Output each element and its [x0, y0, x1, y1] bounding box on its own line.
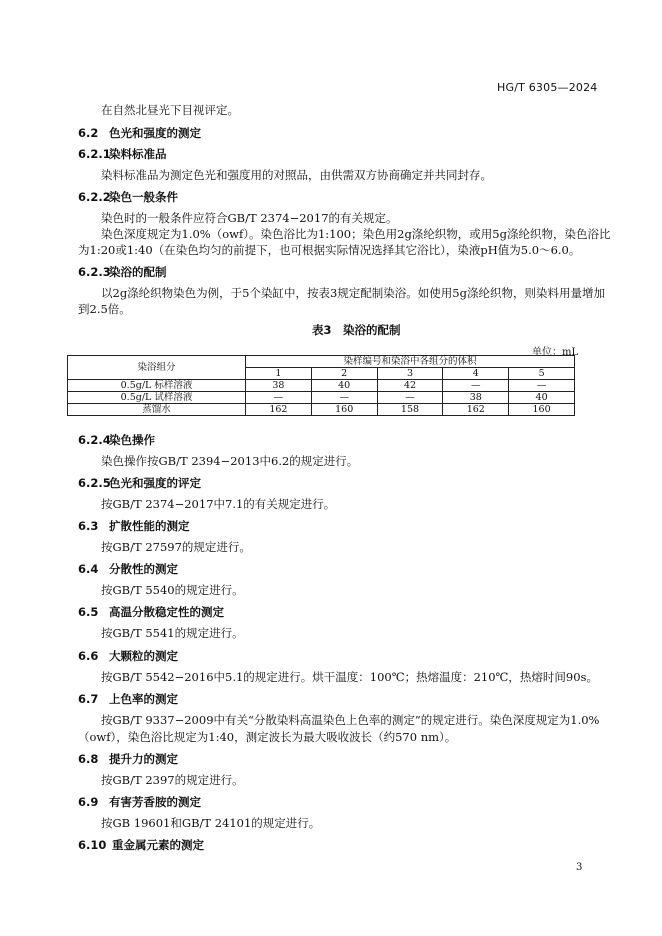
- section-6-2-5-text: 按GB/T 2374−2017中7.1的有关规定进行。: [101, 497, 336, 511]
- section-title: 大颗粒的测定: [109, 649, 178, 663]
- section-6-2-3-line-2: 到2.5倍。: [78, 302, 131, 316]
- table-cell: 162: [246, 404, 312, 416]
- table-cell: 162: [443, 404, 509, 416]
- section-number: 6.6: [78, 649, 99, 663]
- section-number: 6.5: [78, 605, 99, 619]
- table-cell: —: [311, 392, 377, 404]
- section-6-6-text: 按GB/T 5542−2016中5.1的规定进行。烘干温度：100℃；热熔温度：210℃，热熔时间90s。: [101, 670, 598, 684]
- page-number: 3: [576, 862, 583, 873]
- section-number: 6.7: [78, 692, 99, 706]
- section-6-9-heading: [78, 794, 201, 810]
- column-header: 2: [311, 368, 377, 380]
- section-title: 提升力的测定: [109, 752, 178, 766]
- section-number: 6.4: [78, 562, 99, 576]
- section-6-7-line-2: （owf），染色浴比规定为1:40，测定波长为最大吸收波长（约570 nm）。: [78, 730, 457, 744]
- standard-code-header: HG/T 6305—2024: [497, 81, 598, 94]
- table-cell: —: [509, 380, 575, 392]
- section-number: 6.2.2: [78, 190, 111, 204]
- section-6-2-2-line-2: 染色深度规定为1.0%（owf）。染色浴比为1:100；染色用2g涤纶织物，或用5g涤纶织物，染色浴比: [101, 227, 611, 241]
- table-cell: 158: [377, 404, 443, 416]
- row-header-cell: 染浴组分: [68, 356, 246, 380]
- table-row: [68, 380, 575, 392]
- row-label: 0.5g/L 标样溶液: [68, 380, 246, 392]
- table-caption: 表3 染浴的配制: [312, 323, 401, 337]
- section-6-3-text: 按GB/T 27597的规定进行。: [101, 540, 251, 554]
- section-6-5-text: 按GB/T 5541的规定进行。: [101, 626, 244, 640]
- section-6-2-heading: [78, 125, 201, 141]
- table-cell: —: [443, 380, 509, 392]
- section-title: 色光和强度的测定: [109, 126, 201, 140]
- section-number: 6.2.1: [78, 147, 111, 161]
- intro-line: 在自然北昼光下目视评定。: [101, 103, 239, 117]
- table-cell: —: [377, 392, 443, 404]
- section-title: 染色操作: [109, 433, 155, 447]
- section-number: 6.2.4: [78, 433, 111, 447]
- table-cell: 38: [443, 392, 509, 404]
- column-header: 4: [443, 368, 509, 380]
- section-number: 6.2.3: [78, 265, 111, 279]
- section-number: 6.3: [78, 519, 99, 533]
- section-6-4-heading: [78, 561, 178, 577]
- section-6-2-2-line-3: 为1:20或1:40（在染色均匀的前提下，也可根据实际情况选择其它浴比），染液pH值为5.0～6.0。: [78, 243, 581, 257]
- section-title: 高温分散稳定性的测定: [109, 605, 224, 619]
- section-6-2-3-heading: [78, 264, 167, 280]
- table-cell: 40: [311, 380, 377, 392]
- section-6-2-1-heading: [78, 146, 167, 162]
- table-cell: 40: [509, 392, 575, 404]
- section-6-8-text: 按GB/T 2397的规定进行。: [101, 773, 244, 787]
- section-6-8-heading: [78, 751, 178, 767]
- row-label: 0.5g/L 试样溶液: [68, 392, 246, 404]
- group-header-cell: 染样编号和染浴中各组分的体积: [246, 356, 575, 368]
- section-6-2-1-text: 染料标准品为测定色光和强度用的对照品，由供需双方协商确定并共同封存。: [101, 168, 492, 182]
- section-6-2-3-line-1: 以2g涤纶织物染色为例，于5个染缸中，按表3规定配制染浴。如使用5g涤纶织物，则染料用量增加: [101, 286, 605, 300]
- table-cell: 160: [311, 404, 377, 416]
- section-6-5-heading: [78, 604, 224, 620]
- row-label: 蒸馏水: [68, 404, 246, 416]
- section-6-2-2-heading: [78, 189, 178, 205]
- section-6-4-text: 按GB/T 5540的规定进行。: [101, 583, 244, 597]
- section-title: 分散性的测定: [109, 562, 178, 576]
- table-row: [68, 404, 575, 416]
- table-row: [68, 392, 575, 404]
- section-6-9-text: 按GB 19601和GB/T 24101的规定进行。: [101, 816, 321, 830]
- section-6-6-heading: [78, 648, 178, 664]
- section-title: 染浴的配制: [109, 265, 167, 279]
- section-6-2-4-heading: [78, 432, 155, 448]
- table-cell: 42: [377, 380, 443, 392]
- section-title: 色光和强度的评定: [109, 476, 201, 490]
- section-6-7-heading: [78, 691, 178, 707]
- table-cell: —: [246, 392, 312, 404]
- section-6-2-5-heading: [78, 475, 201, 491]
- section-number: 6.2: [78, 126, 99, 140]
- table-3: [67, 355, 575, 416]
- section-6-2-4-text: 染色操作按GB/T 2394−2013中6.2的规定进行。: [101, 454, 359, 468]
- section-6-2-2-line-1: 染色时的一般条件应符合GB/T 2374−2017的有关规定。: [101, 211, 398, 225]
- section-6-10-heading: [78, 837, 204, 853]
- table-cell: 160: [509, 404, 575, 416]
- column-header: 1: [246, 368, 312, 380]
- column-header: 5: [509, 368, 575, 380]
- section-number: 6.9: [78, 795, 99, 809]
- table-unit: 单位：mL: [532, 347, 579, 358]
- section-number: 6.2.5: [78, 476, 111, 490]
- table-header-row: [68, 356, 575, 368]
- section-title: 染料标准品: [109, 147, 167, 161]
- section-6-3-heading: [78, 518, 190, 534]
- section-title: 上色率的测定: [109, 692, 178, 706]
- table-cell: 38: [246, 380, 312, 392]
- section-title: 染色一般条件: [109, 190, 178, 204]
- section-number: 6.8: [78, 752, 99, 766]
- column-header: 3: [377, 368, 443, 380]
- section-title: 重金属元素的测定: [112, 838, 204, 852]
- section-6-7-line-1: 按GB/T 9337−2009中有关“分散染料高温染色上色率的测定”的规定进行。染色深度规定为1.0%: [101, 713, 600, 727]
- section-title: 有害芳香胺的测定: [109, 795, 201, 809]
- section-title: 扩散性能的测定: [109, 519, 190, 533]
- section-number: 6.10: [78, 838, 107, 852]
